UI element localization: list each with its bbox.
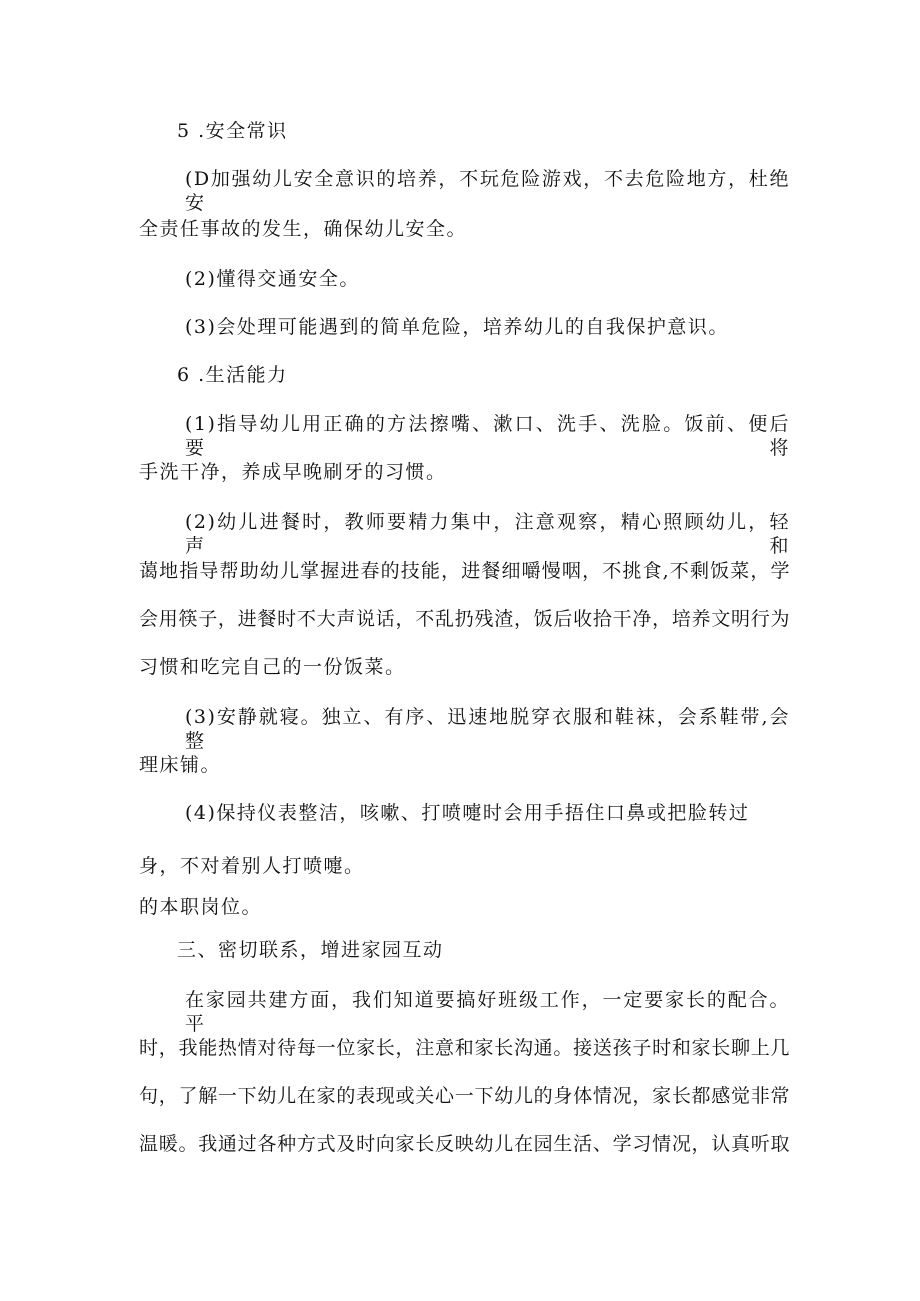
paragraph-line: 蔼地指导帮助幼儿掌握进春的技能，进餐细嚼慢咽，不挑食,不剩饭菜，学 — [139, 560, 790, 582]
paragraph-line: (3)会处理可能遇到的简单危险，培养幼儿的自我保护意识。 — [185, 316, 729, 338]
paragraph-line: (2)幼儿进餐时，教师要精力集中，注意观察，精心照顾幼儿，轻声和 — [185, 511, 790, 557]
paragraph-line: (1)指导幼儿用正确的方法擦嘴、漱口、洗手、洗脸。饭前、便后要将 — [185, 413, 790, 459]
paragraph-line: 在家园共建方面，我们知道要搞好班级工作，一定要家长的配合。平 — [185, 989, 790, 1035]
paragraph-line: 身，不对着别人打喷嚏。 — [139, 855, 365, 877]
paragraph-line: 理床铺。 — [139, 754, 222, 776]
paragraph-line: 时，我能热情对待每一位家长，注意和家长沟通。接送孩子时和家长聊上几 — [139, 1037, 790, 1059]
paragraph-line: 会用筷子，进餐时不大声说话，不乱扔残渣，饭后收拾干净，培养文明行为 — [139, 608, 790, 630]
heading-life-skills: 6 .生活能力 — [177, 364, 288, 386]
paragraph-line: (D加强幼儿安全意识的培养，不玩危险游戏，不去危险地方，杜绝安 — [185, 168, 790, 214]
paragraph-line: 温暖。我通过各种方式及时向家长反映幼儿在园生活、学习情况，认真听取 — [139, 1133, 790, 1155]
paragraph-line: (4)保持仪表整洁，咳嗽、打喷嚏时会用手捂住口鼻或把脸转过 — [185, 802, 750, 824]
paragraph-line: 手洗干净，养成早晚刷牙的习惯。 — [139, 461, 447, 483]
paragraph-line: (2)懂得交通安全。 — [185, 268, 360, 290]
paragraph-line: 句，了解一下幼儿在家的表现或关心一下幼儿的身体情况，家长都感觉非常 — [139, 1085, 790, 1107]
heading-safety: 5 .安全常识 — [177, 120, 288, 142]
paragraph-line: 习惯和吃完自己的一份饭菜。 — [139, 656, 406, 678]
paragraph-line: (3)安静就寝。独立、有序、迅速地脱穿衣服和鞋袜，会系鞋带,会整 — [185, 706, 790, 752]
heading-home-school: 三、密切联系，增进家园互动 — [177, 939, 444, 961]
paragraph-line: 全责任事故的发生，确保幼儿安全。 — [139, 218, 468, 240]
paragraph-line: 的本职岗位。 — [139, 896, 263, 918]
